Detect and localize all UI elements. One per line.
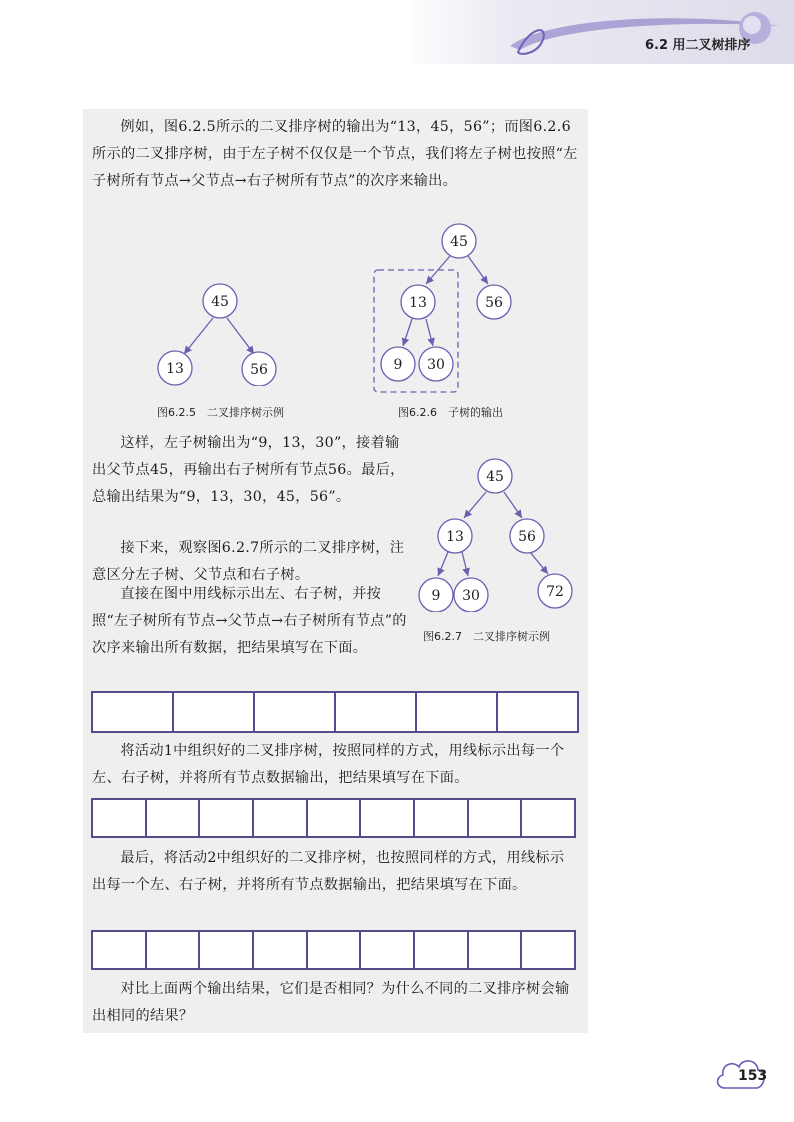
- node-label: 45: [211, 294, 229, 310]
- answer-cell[interactable]: [522, 800, 574, 836]
- answer-cell[interactable]: [498, 693, 577, 731]
- answer-cell[interactable]: [308, 932, 362, 968]
- answer-cell[interactable]: [147, 800, 201, 836]
- node-label: 72: [546, 584, 564, 600]
- edge: [462, 552, 468, 576]
- answer-row-3: [91, 930, 576, 970]
- answer-cell[interactable]: [200, 932, 254, 968]
- answer-cell[interactable]: [254, 932, 308, 968]
- paragraph-activity-1: 将活动1中组织好的二叉排序树，按照同样的方式，用线标示出每一个左、右子树，并将所有节点数据输出，把结果填写在下面。: [92, 743, 565, 786]
- edge: [504, 492, 522, 518]
- answer-cell[interactable]: [308, 800, 362, 836]
- edge: [426, 319, 433, 346]
- section-title: 6.2 用二叉树排序: [645, 38, 751, 53]
- paragraph-observe: 接下来，观察图6.2.7所示的二叉排序树，注意区分左子树、父节点和右子树。: [92, 540, 405, 583]
- answer-cell[interactable]: [469, 800, 523, 836]
- edge: [530, 552, 548, 574]
- figure-6-2-7-caption: 图6.2.7 二叉排序树示例: [423, 630, 550, 643]
- figure-6-2-6-caption: 图6.2.6 子树的输出: [398, 406, 503, 419]
- answer-cell[interactable]: [147, 932, 201, 968]
- answer-cell[interactable]: [254, 800, 308, 836]
- answer-cell[interactable]: [415, 932, 469, 968]
- paragraph-instruction: 直接在图中用线标示出左、右子树，并按照“左子树所有节点→父节点→右子树所有节点”的次序来输出所有数据，把结果填写在下面。: [92, 586, 407, 656]
- page-number: 153: [738, 1068, 768, 1084]
- answer-cell[interactable]: [93, 800, 147, 836]
- node-label: 45: [486, 469, 504, 485]
- figure-6-2-5-tree: [150, 282, 290, 386]
- answer-row-2: [91, 798, 576, 838]
- edge: [464, 492, 486, 518]
- answer-cell[interactable]: [93, 932, 147, 968]
- paragraph-activity-2: 最后，将活动2中组织好的二叉排序树，也按照同样的方式，用线标示出每一个左、右子树，并将所有节点数据输出，把结果填写在下面。: [92, 850, 565, 893]
- node-label: 56: [518, 529, 536, 545]
- edge: [403, 319, 412, 346]
- answer-cell[interactable]: [93, 693, 174, 731]
- node-label: 9: [393, 357, 403, 373]
- node-label: 56: [250, 362, 268, 378]
- edge: [184, 318, 213, 354]
- answer-cell[interactable]: [255, 693, 336, 731]
- node-label: 30: [462, 588, 480, 604]
- answer-cell[interactable]: [469, 932, 523, 968]
- figure-6-2-7-tree: [412, 456, 582, 612]
- node-label: 9: [431, 588, 441, 604]
- node-label: 13: [166, 361, 184, 377]
- answer-cell[interactable]: [336, 693, 417, 731]
- answer-cell[interactable]: [200, 800, 254, 836]
- answer-cell[interactable]: [417, 693, 498, 731]
- answer-cell[interactable]: [174, 693, 255, 731]
- node-label: 13: [409, 295, 427, 311]
- paragraph-compare: 对比上面两个输出结果，它们是否相同？为什么不同的二叉排序树会输出相同的结果？: [92, 981, 570, 1024]
- paragraph-intro: 例如，图6.2.5所示的二叉排序树的输出为“13，45，56”；而图6.2.6所示的二叉排序树，由于左子树不仅仅是一个节点，我们将左子树也按照“左子树所有节点→父节点→右子树所有节点”的次序来输出。: [92, 119, 578, 189]
- edge: [438, 552, 448, 576]
- edge: [227, 318, 254, 354]
- figure-6-2-5-caption: 图6.2.5 二叉排序树示例: [157, 406, 284, 419]
- edge: [468, 256, 488, 284]
- node-label: 45: [450, 234, 468, 250]
- node-label: 30: [427, 357, 445, 373]
- answer-cell[interactable]: [522, 932, 574, 968]
- node-label: 13: [446, 529, 464, 545]
- node-label: 56: [485, 295, 503, 311]
- answer-cell[interactable]: [415, 800, 469, 836]
- answer-row-1: [91, 691, 579, 733]
- answer-cell[interactable]: [361, 800, 415, 836]
- figure-6-2-6-tree: [370, 222, 520, 394]
- answer-cell[interactable]: [361, 932, 415, 968]
- paragraph-left-subtree-output: 这样，左子树输出为“9，13，30”，接着输出父节点45，再输出右子树所有节点56。最后，总输出结果为“9，13，30，45，56”。: [92, 435, 405, 505]
